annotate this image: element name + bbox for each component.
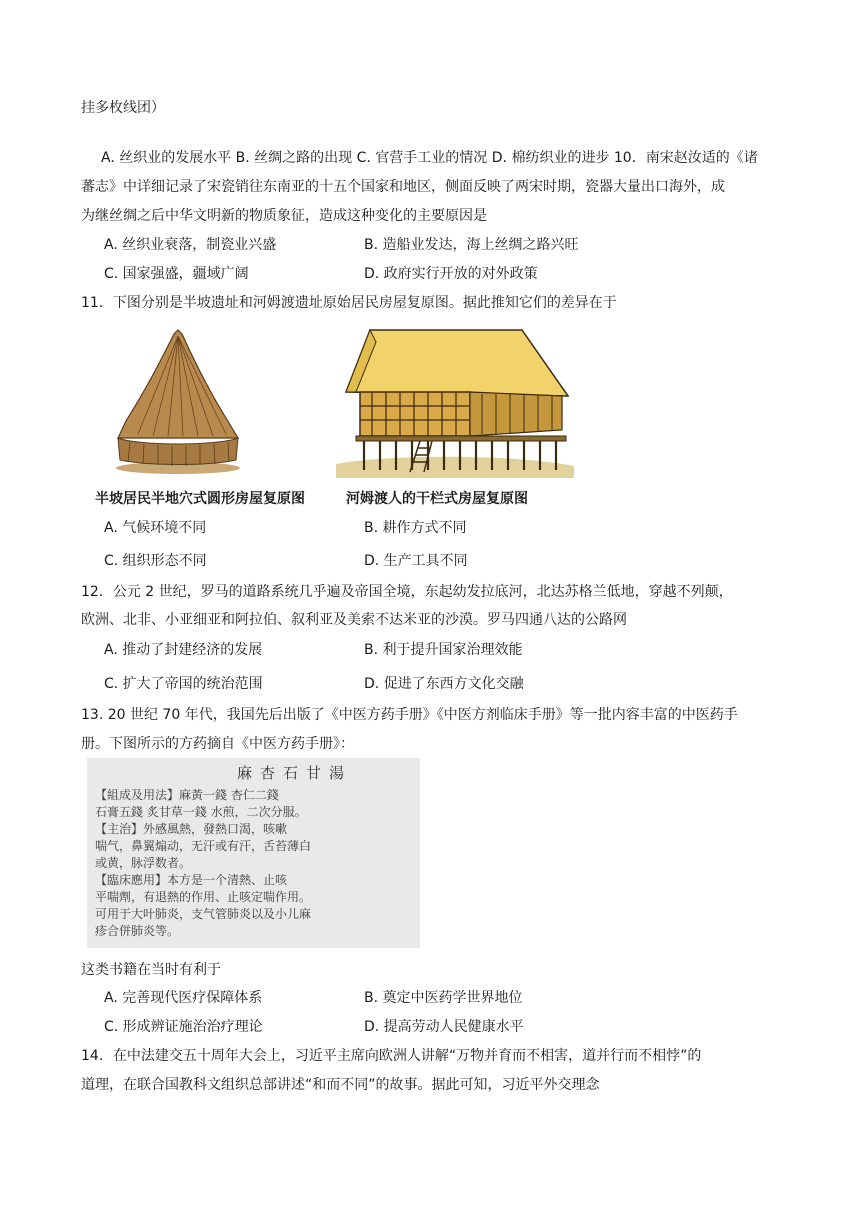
option-d: D. 提高劳动人民健康水平 — [364, 1019, 524, 1035]
option-c: C. 组织形态不同 — [104, 553, 207, 569]
option-b: B. 造船业发达，海上丝绸之路兴旺 — [364, 237, 579, 253]
scan-line: 【主治】外感風熱，發熱口渴，咳嗽 — [95, 822, 288, 836]
question-14-stem-cont: 道理，在联合国教科文组织总部讲述“和而不同”的故事。据此可知，习近平外交理念 — [81, 1077, 600, 1093]
text-line: 为继丝绸之后中华文明新的物质象征，造成这种变化的主要原因是 — [81, 208, 487, 224]
option-a: A. 丝织业衰落，制瓷业兴盛 — [104, 237, 277, 253]
option-a: A. 气候环境不同 — [104, 520, 207, 536]
question-11-stem: 11．下图分别是半坡遗址和河姆渡遗址原始居民房屋复原图。据此推知它们的差异在于 — [81, 295, 617, 311]
question-14-stem: 14．在中法建交五十周年大会上，习近平主席向欧洲人讲解“万物并育而不相害，道并行而不相悖”的 — [81, 1048, 702, 1064]
question-12-stem: 12．公元 2 世纪，罗马的道路系统几乎遍及帝国全境，东起幼发拉底河，北达苏格兰低地，穿越不列颠， — [81, 584, 733, 600]
scan-line: 平喘劑，有退熱的作用、止咳定喘作用。 — [95, 890, 312, 904]
banpo-hut-illustration — [108, 326, 248, 476]
option-d: D. 促进了东西方文化交融 — [364, 676, 524, 692]
scan-title: 麻杏石甘湯 — [237, 764, 353, 782]
option-b: B. 奠定中医药学世界地位 — [364, 990, 523, 1006]
option-d: D. 生产工具不同 — [364, 553, 468, 569]
option-b: B. 利于提升国家治理效能 — [364, 642, 523, 658]
question-13-stem: 13. 20 世纪 70 年代，我国先后出版了《中医方药手册》《中医方剂临床手册》等一批内容丰富的中医药手 — [81, 707, 738, 723]
text-line: 挂多枚线团） — [81, 100, 165, 116]
scan-line: 【臨床應用】本方是一个清熱、止咳 — [95, 873, 288, 887]
question-13-prompt: 这类书籍在当时有利于 — [81, 962, 221, 978]
banpo-caption: 半坡居民半地穴式圆形房屋复原图 — [95, 491, 305, 507]
question-13-stem-cont: 册。下图所示的方药摘自《中医方药手册》： — [81, 736, 354, 752]
option-d: D. 政府实行开放的对外政策 — [364, 266, 538, 282]
option-a: A. 推动了封建经济的发展 — [104, 642, 263, 658]
option-a: A. 完善现代医疗保障体系 — [104, 990, 263, 1006]
option-c: C. 国家强盛，疆域广阔 — [104, 266, 249, 282]
scan-line: 喘气，鼻翼煽动，无汗或有汗，舌苔薄白 — [95, 839, 312, 853]
text-line: 蕃志》中详细记录了宋瓷销往东南亚的十五个国家和地区，侧面反映了两宋时期，瓷器大量出口海外，成 — [81, 179, 725, 195]
scan-line: 【組成及用法】麻黃一錢 杏仁二錢 — [95, 788, 279, 802]
scan-line: 可用于大叶肺炎，支气管肺炎以及小儿麻 — [95, 907, 312, 921]
hemudu-stilt-house-illustration — [332, 322, 578, 478]
option-c: C. 形成辨证施治治疗理论 — [104, 1019, 263, 1035]
option-b: B. 耕作方式不同 — [364, 520, 467, 536]
scan-line: 或黄，脉浮数者。 — [95, 856, 192, 870]
prescription-scan-image — [87, 758, 420, 948]
scan-line: 疹合併肺炎等。 — [95, 924, 180, 938]
option-c: C. 扩大了帝国的统治范围 — [104, 676, 263, 692]
question-12-stem-cont: 欧洲、北非、小亚细亚和阿拉伯、叙利亚及美索不达米亚的沙漠。罗马四通八达的公路网 — [81, 612, 627, 628]
q9-options-line: A. 丝织业的发展水平 B. 丝绸之路的出现 C. 官营手工业的情况 D. 棉纺织业的进步 10．南宋赵汝适的《诸 — [101, 150, 758, 166]
hemudu-caption: 河姆渡人的干栏式房屋复原图 — [346, 491, 528, 507]
scan-line: 石膏五錢 炙甘草一錢 水煎，二次分服。 — [95, 805, 307, 819]
